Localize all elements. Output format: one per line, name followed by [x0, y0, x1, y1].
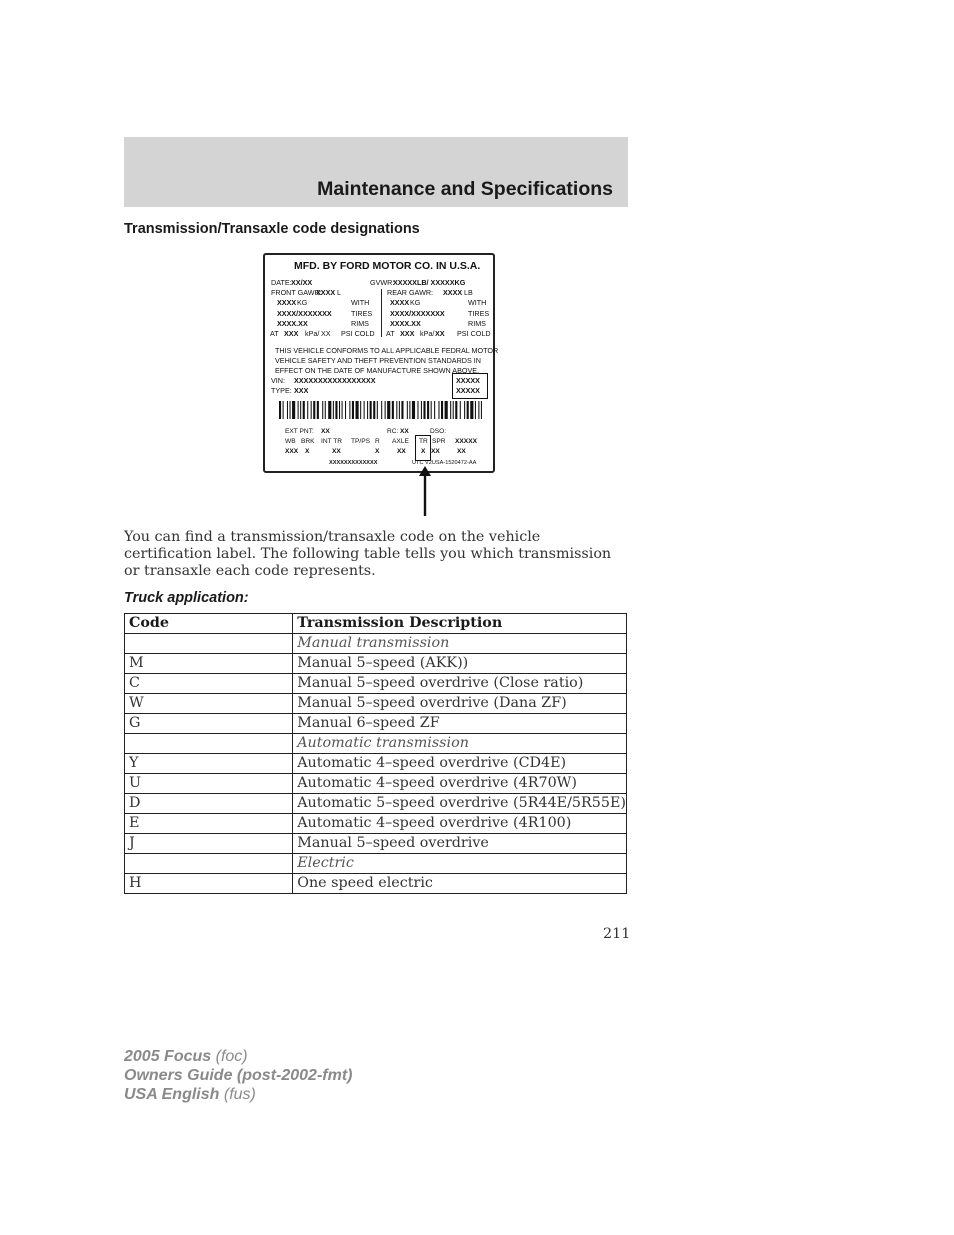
barcode-bar	[292, 401, 295, 419]
cell-description: Automatic 5–speed overdrive (5R44E/5R55E)	[293, 794, 627, 814]
label-tr-val: X	[421, 448, 426, 455]
barcode-bar	[311, 401, 312, 419]
label-inttr-val: XX	[332, 448, 341, 455]
header-band	[124, 137, 628, 207]
header-description: Transmission Description	[293, 614, 627, 634]
label-code-box	[452, 373, 488, 399]
barcode-bar	[396, 401, 397, 419]
barcode-bar	[409, 401, 410, 419]
cell-description: Manual 5–speed overdrive (Dana ZF)	[293, 694, 627, 714]
barcode-bar	[313, 401, 315, 419]
barcode-bar	[377, 401, 378, 419]
cell-code	[125, 734, 293, 754]
table-row	[125, 754, 627, 774]
barcode-bar	[385, 401, 386, 419]
label-front-at-val: XXX	[284, 329, 299, 338]
barcode-bar	[421, 401, 422, 419]
cell-code: E	[125, 814, 293, 834]
label-bottom-code: XXXXXXXXXXXXX	[329, 460, 378, 466]
label-rear-kg-val: XXXX	[390, 298, 410, 307]
barcode-bar	[373, 401, 375, 419]
cell-group-heading: Electric	[293, 854, 627, 874]
label-r-val: X	[375, 448, 380, 455]
page-number: 211	[603, 926, 631, 942]
label-rear-gawr-key: REAR GAWR:	[387, 288, 434, 297]
label-conform-line3: EFFECT ON THE DATE OF MANUFACTURE SHOWN ABOVE.	[275, 366, 480, 375]
label-rear-psi-cold: PSI COLD	[457, 329, 491, 338]
footer	[124, 1047, 352, 1104]
label-rear-gawr-unit: LB	[464, 288, 473, 297]
label-rear-kpa-val: XX	[435, 329, 445, 338]
label-rc-key: RC:	[387, 428, 399, 435]
table-row	[125, 854, 627, 874]
table-subtitle: Truck application:	[124, 590, 249, 606]
barcode-bar	[300, 401, 301, 419]
cell-code: W	[125, 694, 293, 714]
cell-description: Automatic 4–speed overdrive (4R70W)	[293, 774, 627, 794]
barcode-bar	[399, 401, 400, 419]
cell-code: G	[125, 714, 293, 734]
label-ext-pnt-key: EXT PNT:	[285, 428, 314, 435]
footer-line-2	[124, 1066, 352, 1085]
cell-description: Manual 5–speed overdrive (Close ratio)	[293, 674, 627, 694]
barcode-bar	[481, 401, 482, 419]
barcode-bar	[279, 401, 281, 419]
barcode-bar	[339, 401, 340, 419]
barcode-bar	[475, 401, 476, 419]
barcode-bar	[349, 401, 350, 419]
cell-description: Automatic 4–speed overdrive (4R100)	[293, 814, 627, 834]
label-spr: SPR	[432, 438, 446, 445]
cell-code: D	[125, 794, 293, 814]
label-rear-tires: TIRES	[468, 309, 490, 318]
label-rear-at: AT	[386, 329, 395, 338]
label-part-number: V2USA-1520472-AA	[425, 460, 477, 466]
cell-description: One speed electric	[293, 874, 627, 894]
label-front-psi-cold: PSI COLD	[341, 329, 375, 338]
label-conform-line2: VEHICLE SAFETY AND THEFT PREVENTION STANDARDS IN	[275, 356, 481, 365]
label-last-val: XX	[457, 448, 466, 455]
chapter-title: Maintenance and Specifications	[317, 178, 613, 200]
barcode-bar	[298, 401, 299, 419]
cell-code	[125, 634, 293, 654]
footer-line-1	[124, 1047, 352, 1066]
label-divider	[381, 289, 382, 337]
table-row	[125, 814, 627, 834]
barcode-bar	[427, 401, 429, 419]
barcode-bar	[431, 401, 432, 419]
label-tr: TR	[419, 438, 428, 445]
table-row	[125, 674, 627, 694]
barcode-bar	[328, 401, 331, 419]
label-front-kpa: kPa/	[305, 329, 320, 338]
label-front-gawr-val: XXXX	[316, 288, 336, 297]
barcode-bar	[407, 401, 408, 419]
transmission-code-table	[124, 613, 627, 894]
barcode-bar	[345, 401, 346, 419]
barcode-bar	[464, 401, 465, 419]
label-rear-rims: RIMS	[468, 319, 486, 328]
vehicle-certification-label	[263, 253, 499, 473]
label-front-rim-size: XXXX.XX	[277, 319, 308, 328]
label-rear-kpa: kPa/	[420, 329, 435, 338]
table-row	[125, 834, 627, 854]
barcode-bar	[360, 401, 361, 419]
cell-code: C	[125, 674, 293, 694]
label-axle: AXLE	[392, 438, 409, 445]
section-title: Transmission/Transaxle code designations	[124, 221, 420, 237]
cell-description: Manual 5–speed (AKK))	[293, 654, 627, 674]
barcode-bar	[392, 401, 394, 419]
label-utc: UTC	[412, 460, 424, 466]
label-conform-line1: THIS VEHICLE CONFORMS TO ALL APPLICABLE FEDRAL MOTOR	[275, 346, 499, 355]
barcode-bar	[333, 401, 334, 419]
barcode-bar	[307, 401, 308, 419]
barcode-bar	[335, 401, 337, 419]
label-axle-val: XX	[397, 448, 406, 455]
label-int-tr: INT TR	[321, 438, 343, 445]
label-front-rims: RIMS	[351, 319, 369, 328]
footer-guide: Owners Guide (post-2002-fmt)	[124, 1067, 353, 1084]
label-spr-val: XXXXX	[455, 438, 477, 445]
barcode-bar	[455, 401, 457, 419]
table-row	[125, 714, 627, 734]
barcode-bar	[287, 401, 288, 419]
label-spr2-val: XX	[431, 448, 440, 455]
barcode	[279, 401, 483, 419]
label-front-kg-unit: KG	[297, 298, 308, 307]
label-rear-at-val: XXX	[400, 329, 415, 338]
label-vin-key: VIN:	[271, 376, 285, 385]
barcode-bar	[450, 401, 451, 419]
label-wb: WB	[285, 438, 296, 445]
cell-code: U	[125, 774, 293, 794]
label-type-key: TYPE:	[271, 386, 292, 395]
label-brk-val: X	[305, 448, 310, 455]
barcode-bar	[438, 401, 439, 419]
label-dso-key: DSO:	[430, 428, 447, 435]
cell-code	[125, 854, 293, 874]
barcode-bar	[367, 401, 368, 419]
label-rear-gawr-val: XXXX	[443, 288, 463, 297]
table-row	[125, 694, 627, 714]
footer-model: 2005 Focus	[124, 1048, 212, 1065]
label-gvwr-key: GVWR:	[370, 278, 395, 287]
barcode-bar	[434, 401, 435, 419]
label-brk: BRK	[301, 438, 315, 445]
cell-code: H	[125, 874, 293, 894]
transmission-code-highlight-box	[415, 435, 431, 461]
barcode-bar	[381, 401, 382, 419]
label-vin-val: XXXXXXXXXXXXXXXXX	[294, 376, 376, 385]
intro-paragraph: You can find a transmission/transaxle code on the vehicle certification label. The following table tells you which transmission or transaxle each code represents.	[124, 529, 612, 579]
label-rc-val: XX	[400, 428, 409, 435]
barcode-bar	[417, 401, 418, 419]
label-gvwr-val: XXXXXLB/ XXXXXKG	[393, 278, 466, 287]
barcode-bar	[317, 401, 319, 419]
barcode-bar	[478, 401, 479, 419]
barcode-bar	[322, 401, 323, 419]
table-row	[125, 794, 627, 814]
footer-model-code: (foc)	[215, 1048, 248, 1065]
footer-language-code: (fus)	[223, 1086, 256, 1103]
table-row	[125, 734, 627, 754]
cell-group-heading: Manual transmission	[293, 634, 627, 654]
label-box-line2: XXXXX	[456, 386, 480, 395]
header-code: Code	[125, 614, 293, 634]
cell-group-heading: Automatic transmission	[293, 734, 627, 754]
table-row	[125, 774, 627, 794]
barcode-bar	[283, 401, 284, 419]
label-tpps: TP/PS	[351, 438, 371, 445]
barcode-bar	[352, 401, 354, 419]
barcode-bar	[290, 401, 291, 419]
barcode-bar	[412, 401, 415, 419]
label-rear-tire-size: XXXX/XXXXXXX	[390, 309, 445, 318]
barcode-bar	[325, 401, 326, 419]
barcode-bar	[453, 401, 454, 419]
pointer-arrow-icon	[414, 466, 436, 518]
cell-code: J	[125, 834, 293, 854]
label-type-val: XXX	[294, 386, 309, 395]
barcode-bar	[467, 401, 469, 419]
table-row	[125, 654, 627, 674]
cell-description: Manual 6–speed ZF	[293, 714, 627, 734]
label-r: R	[375, 438, 380, 445]
barcode-bar	[364, 401, 365, 419]
footer-line-3	[124, 1085, 352, 1104]
label-front-with: WITH	[351, 298, 370, 307]
cell-code: Y	[125, 754, 293, 774]
barcode-bar	[441, 401, 443, 419]
barcode-bar	[401, 401, 403, 419]
barcode-bar	[423, 401, 425, 419]
label-rear-rim-size: XXXX.XX	[390, 319, 421, 328]
barcode-bar	[387, 401, 390, 419]
label-front-at: AT	[270, 329, 279, 338]
label-mfd: MFD. BY FORD MOTOR CO. IN U.S.A.	[294, 260, 481, 272]
label-front-tires: TIRES	[351, 309, 373, 318]
label-front-tire-size: XXXX/XXXXXXX	[277, 309, 332, 318]
footer-language: USA English	[124, 1086, 220, 1103]
label-front-kg-val: XXXX	[277, 298, 297, 307]
barcode-bar	[445, 401, 448, 419]
cell-code: M	[125, 654, 293, 674]
label-ext-pnt-val: XX	[321, 428, 330, 435]
label-front-gawr-key: FRONT GAWR:	[271, 288, 322, 297]
barcode-bar	[356, 401, 359, 419]
label-front-kpa-val: XX	[321, 329, 331, 338]
cell-description: Automatic 4–speed overdrive (CD4E)	[293, 754, 627, 774]
label-date-key: DATE:	[271, 278, 292, 287]
label-box-line1: XXXXX	[456, 376, 480, 385]
barcode-bar	[370, 401, 372, 419]
barcode-bar	[470, 401, 473, 419]
label-front-gawr-unit: L	[337, 288, 341, 297]
barcode-bar	[460, 401, 461, 419]
barcode-bar	[303, 401, 305, 419]
cell-description: Manual 5–speed overdrive	[293, 834, 627, 854]
table-row	[125, 874, 627, 894]
barcode-bar	[342, 401, 343, 419]
label-date-val: XX/XX	[291, 278, 313, 287]
label-wb-val: XXX	[285, 448, 299, 455]
table-header-row	[125, 614, 627, 634]
label-rear-kg-unit: KG	[410, 298, 421, 307]
label-rear-with: WITH	[468, 298, 487, 307]
table-row	[125, 634, 627, 654]
